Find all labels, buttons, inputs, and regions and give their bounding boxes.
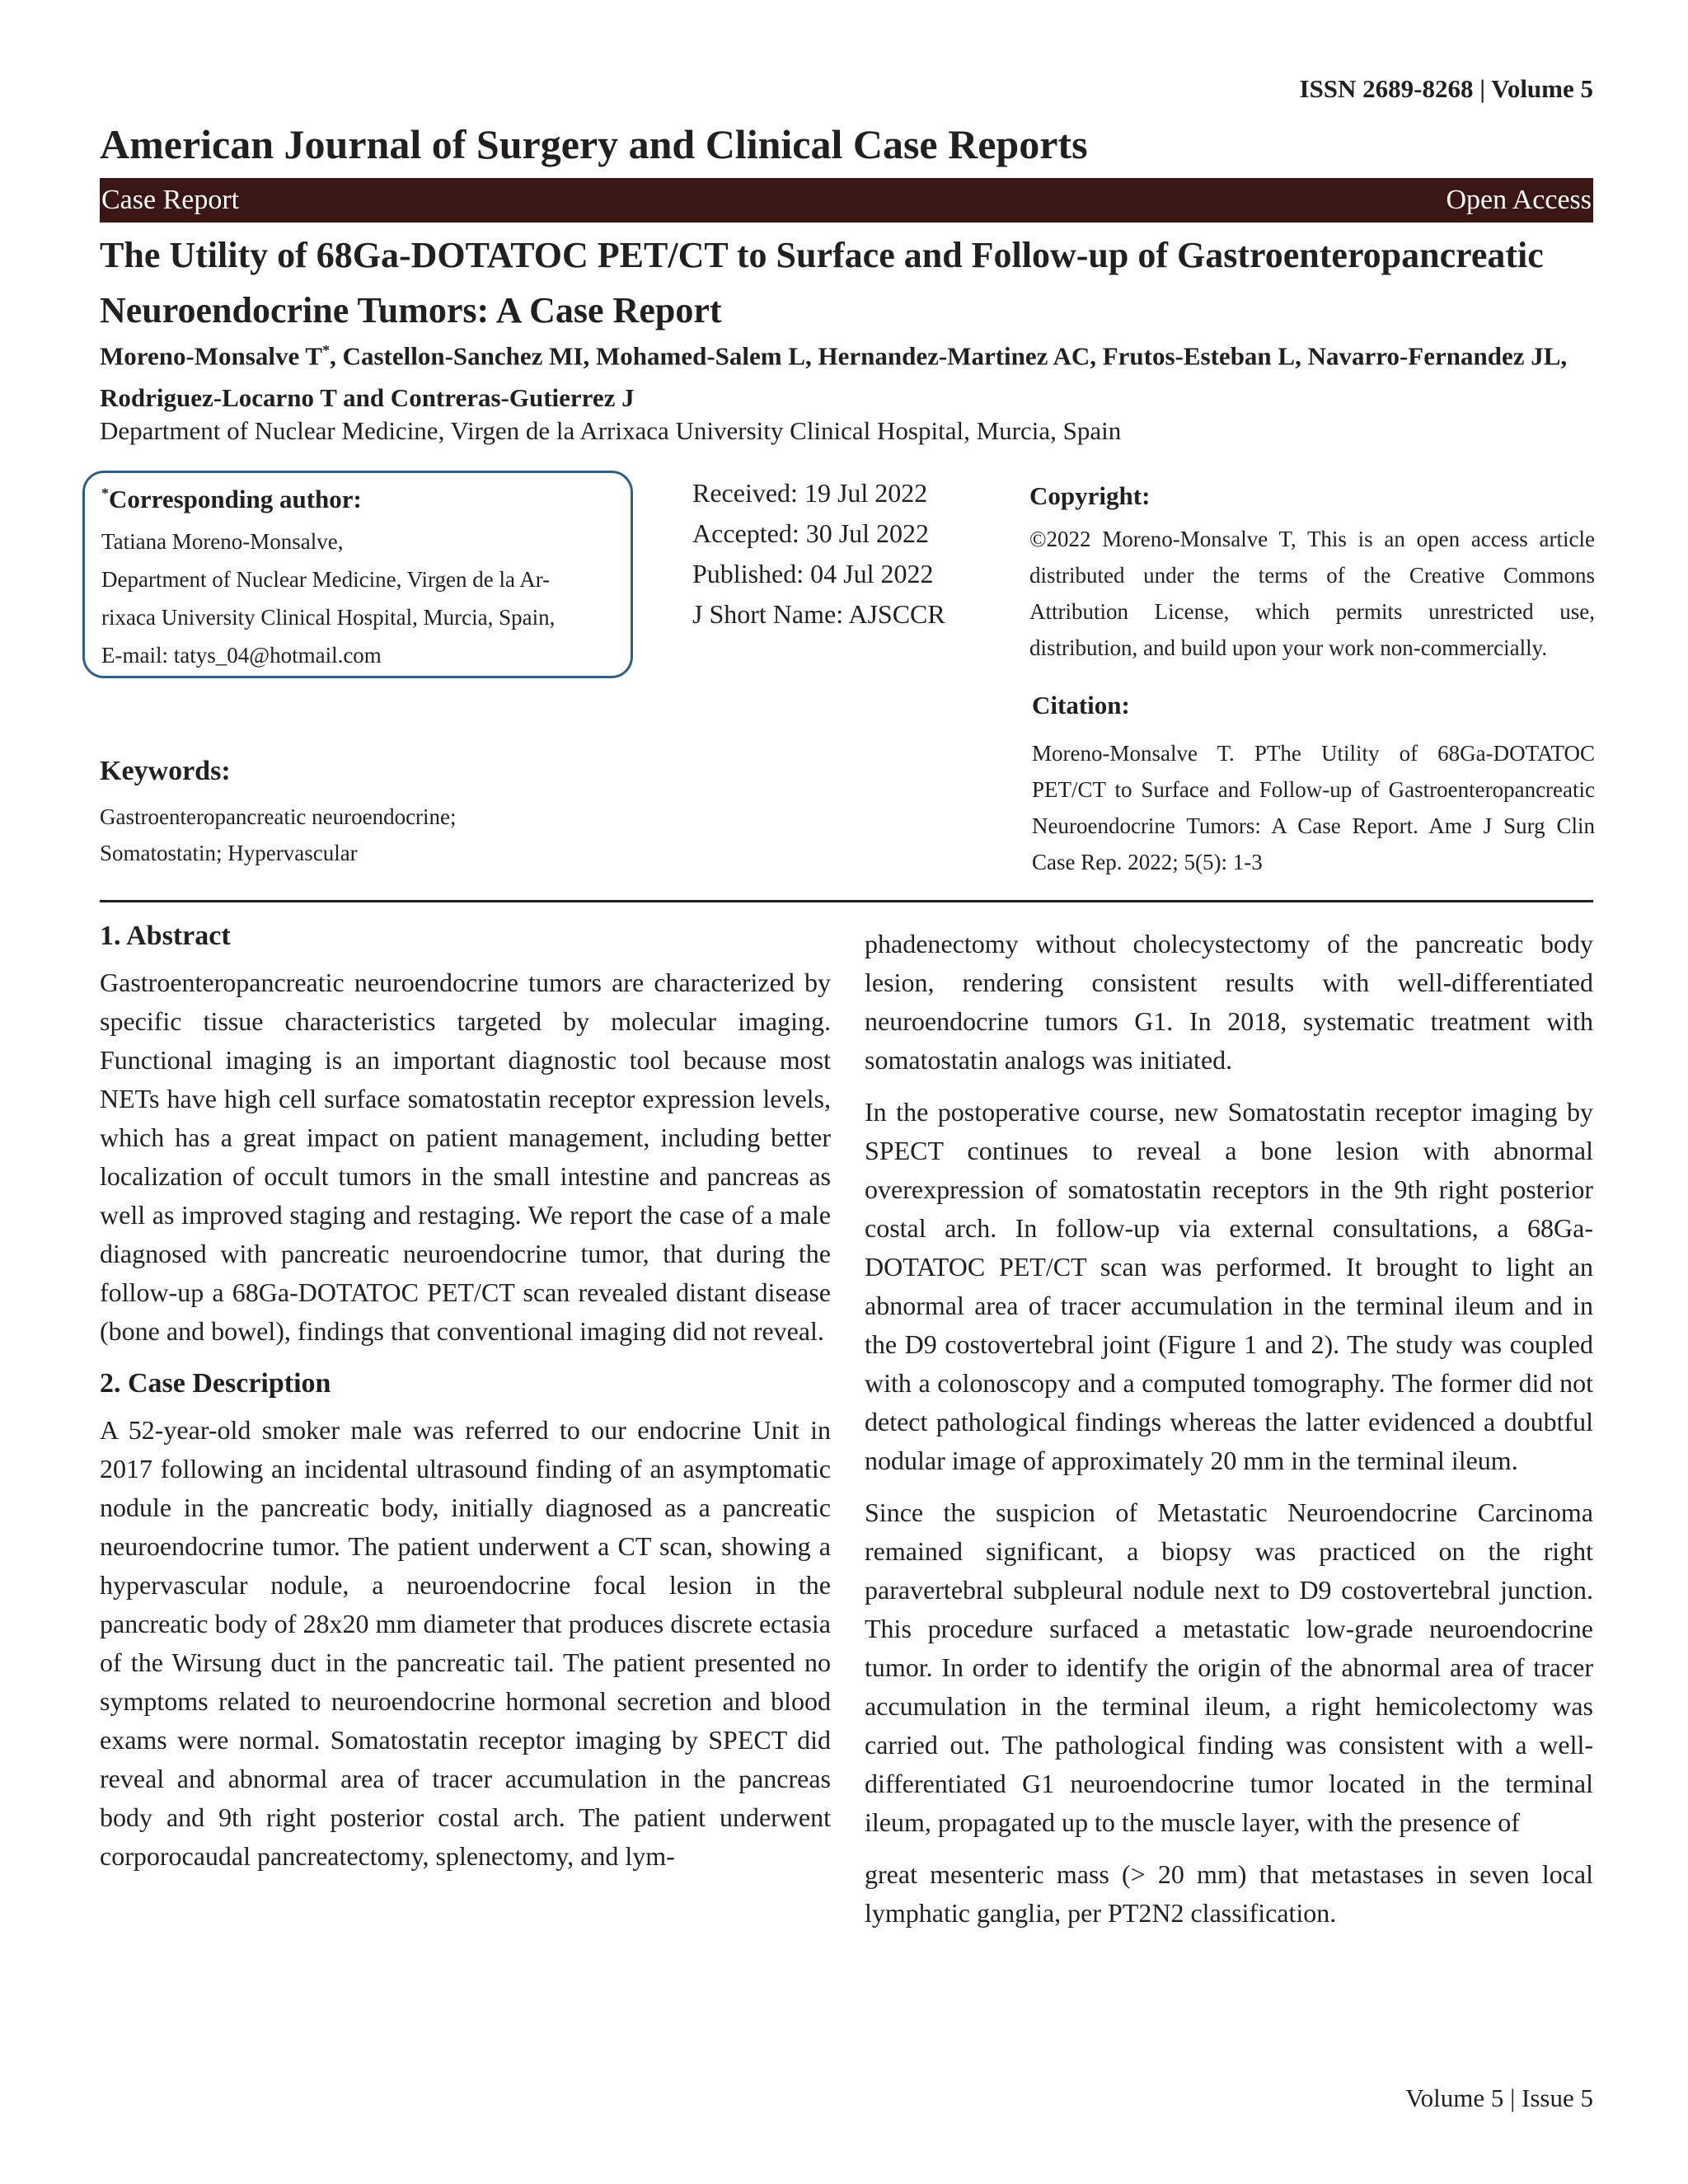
corresponding-hospital: rixaca University Clinical Hospital, Murcia, Spain, [101,605,556,630]
article-type-bar [100,178,1593,223]
corresponding-box-mark: * [101,485,109,502]
citation-text: Moreno-Monsalve T. PThe Utility of 68Ga-DOTATOC PET/CT to Surface and Follow-up of Gastroenteropancreatic Neuroendocrine Tumors: A Case Report. Ame J Surg Clin Case Rep. 2022; 5(5): 1-3 [1032,741,1595,874]
citation-block [1032,691,1595,880]
affiliation: Department of Nuclear Medicine, Virgen de la Arrixaca University Clinical Hospital, Murcia, Spain [100,416,1122,445]
article-dates [692,473,945,635]
corresponding-email: E-mail: tatys_04@hotmail.com [101,643,382,668]
copyright-text: ©2022 Moreno-Monsalve T, This is an open access article distributed under the terms of the Creative Commons Attribution License, which permits unrestricted use, distribution, and build upon your work non-commercially. [1029,527,1595,660]
journal-title: American Journal of Surgery and Clinical Case Reports [100,121,1088,167]
abstract-heading: 1. Abstract [100,921,231,951]
open-access-label: Open Access [1446,185,1592,215]
keywords-heading: Keywords: [100,756,231,786]
case-description-text: A 52-year-old smoker male was referred to our endocrine Unit in 2017 following an incidental ultrasound finding of an asymptomatic nodule in the pancreatic body, initially diagnosed as a pancreatic neuroendocrine tumor. The patient underwent a CT scan, showing a hypervascular nodule, a neuroendocrine focal lesion in the pancreatic body of 28x20 mm diameter that produces discrete ectasia of the Wirsung duct in the pancreatic tail. The patient presented no symptoms related to neuroendocrine hormonal secretion and blood exams were normal. Somatostatin receptor imaging by SPECT did reveal and abnormal area of tracer accumulation in the pancreas body and 9th right posterior costal arch. The patient underwent corporocaudal pancreatectomy, splenectomy, and lym- [100,1415,831,1871]
abstract-text: Gastroenteropancreatic neuroendocrine tumors are characterized by specific tissue characteristics targeted by molecular imaging. Functional imaging is an important diagnostic tool because most NETs have high cell surface somatostatin receptor expression levels, which has a great impact on patient management, including better localization of occult tumors in the small intestine and pancreas as well as improved staging and restaging. We report the case of a male diagnosed with pancreatic neuroendocrine tumor, that during the follow-up a 68Ga-DOTATOC PET/CT scan revealed distant disease (bone and bowel), findings that conventional imaging did not reveal. [100,968,831,1346]
section-divider [100,900,1593,902]
issn-volume: ISSN 2689-8268 | Volume 5 [1299,74,1593,103]
first-author: Moreno-Monsalve T [100,341,323,371]
corresponding-author-box [82,471,633,678]
accepted-date: Accepted: 30 Jul 2022 [692,518,930,548]
citation-heading: Citation: [1032,691,1130,719]
copyright-block [1029,481,1595,666]
copyright-heading: Copyright: [1029,481,1151,510]
journal-short-name: J Short Name: AJSCCR [692,599,945,629]
keywords-block [100,756,677,871]
corresponding-mark: * [322,342,331,359]
body-paragraph: great mesenteric mass (> 20 mm) that metastases in seven local lymphatic ganglia, per PT2N2 classification. [865,1859,1593,1928]
corresponding-dept: Department of Nuclear Medicine, Virgen de la Ar- [101,567,551,592]
keywords-line-2: Somatostatin; Hypervascular [100,841,358,865]
published-date: Published: 04 Jul 2022 [692,559,934,588]
corresponding-name: Tatiana Moreno-Monsalve, [101,529,344,554]
received-date: Received: 19 Jul 2022 [692,478,928,508]
article-type: Case Report [101,185,240,215]
other-authors: , Castellon-Sanchez MI, Mohamed-Salem L, Hernandez-Martinez AC, Frutos-Esteban L, Navarro-Fernandez JL, Rodriguez-Locarno T and Contreras-Gutierrez J [100,341,1568,413]
right-column [865,925,1593,1946]
article-title: The Utility of 68Ga-DOTATOC PET/CT to Surface and Follow-up of Gastroenteropancreatic Neuroendocrine Tumors: A Case Report [100,235,1544,330]
body-paragraph: In the postoperative course, new Somatostatin receptor imaging by SPECT continues to reveal a bone lesion with abnormal overexpression of somatostatin receptors in the 9th right posterior costal arch. In follow-up via external consultations, a 68Ga-DOTATOC PET/CT scan was performed. It brought to light an abnormal area of tracer accumulation in the terminal ileum and in the D9 costovertebral joint (Figure 1 and 2). The study was coupled with a colonoscopy and a computed tomography. The former did not detect pathological findings whereas the latter evidenced a doubtful nodular image of approximately 20 mm in the terminal ileum. [865,1097,1593,1475]
keywords-line-1: Gastroenteropancreatic neuroendocrine; [100,804,457,829]
left-column [100,916,831,1889]
page-footer: Volume 5 | Issue 5 [1405,2083,1593,2112]
body-paragraph: phadenectomy without cholecystectomy of the pancreatic body lesion, rendering consistent results with well-differentiated neuroendocrine tumors G1. In 2018, systematic treatment with somatostatin analogs was initiated. [865,929,1593,1075]
case-description-heading: 2. Case Description [100,1368,331,1399]
author-list [100,330,1593,419]
corresponding-heading: *Corresponding author: [101,485,362,513]
body-paragraph: Since the suspicion of Metastatic Neuroendocrine Carcinoma remained significant, a biopsy was practiced on the right paravertebral subpleural nodule next to D9 costovertebral junction. This procedure surfaced a metastatic low-grade neuroendocrine tumor. In order to identify the origin of the abnormal area of tracer accumulation in the terminal ileum, a right hemicolectomy was carried out. The pathological finding was consistent with a well-differentiated G1 neuroendocrine tumor located in the terminal ileum, propagated up to the muscle layer, with the presence of [865,1497,1593,1837]
